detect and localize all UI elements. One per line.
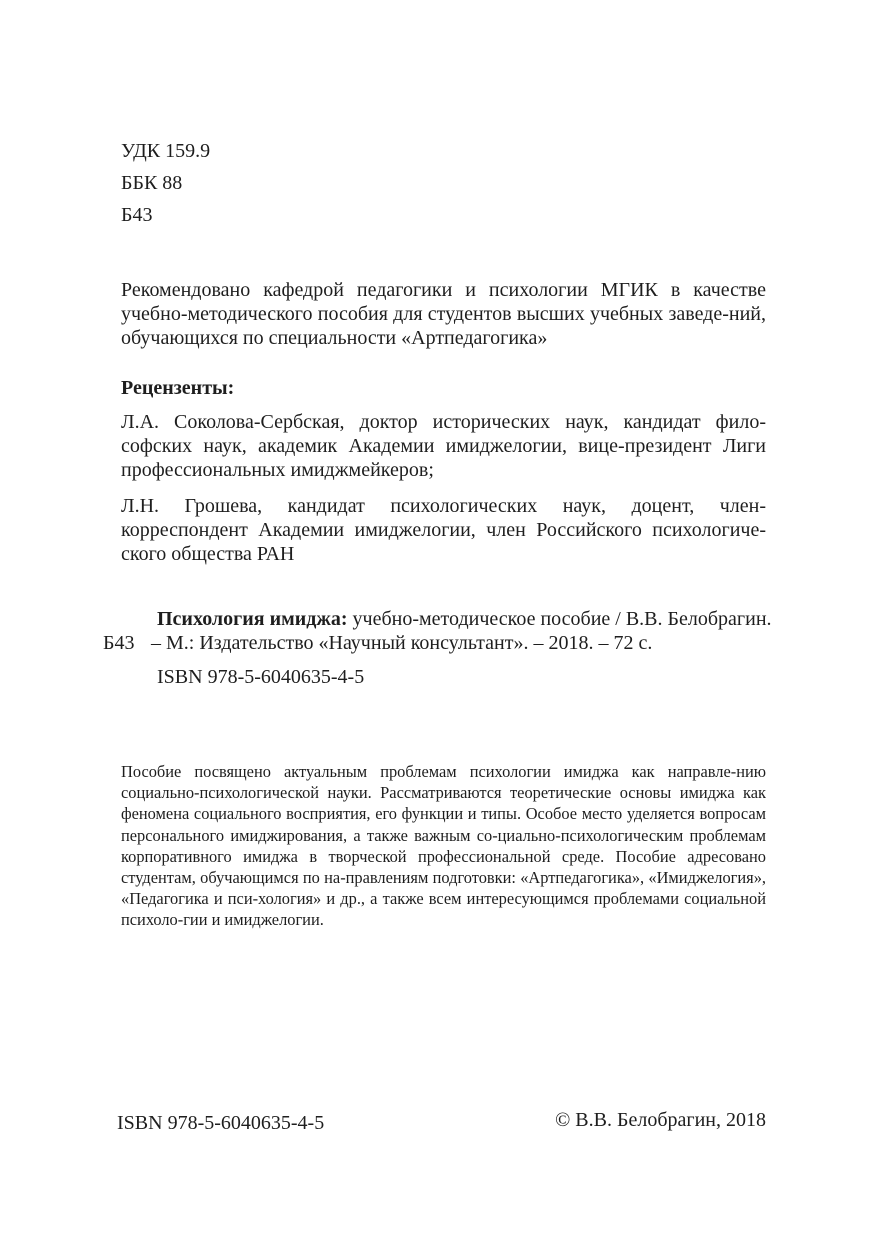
book-title: Психология имиджа: [157,608,348,630]
reviewer-2: Л.Н. Грошева, кандидат психологических наук, доцент, член-корреспондент Академии имиджелогии, член Российского психологиче-ского общества РАН [121,495,766,565]
bibliographic-sign: Б43 [103,632,135,654]
udk-code: УДК 159.9 [121,140,211,162]
bbk-code: ББК 88 [121,172,183,194]
bibliographic-title-line [157,607,772,631]
copyright: © В.В. Белобрагин, 2018 [555,1109,766,1131]
bibliographic-isbn: ISBN 978-5-6040635-4-5 [157,666,365,688]
footer-isbn: ISBN 978-5-6040635-4-5 [117,1112,325,1134]
reviewers-heading: Рецензенты: [121,377,235,399]
book-title-rest: учебно-методическое пособие / В.В. Белобрагин. [347,608,772,630]
recommendation-text: Рекомендовано кафедрой педагогики и психологии МГИК в качестве учебно-методического пособия для студентов высших учебных заведе-ний, обучающихся по специальности «Артпедагогика» [121,279,766,349]
annotation-text: Пособие посвящено актуальным проблемам психологии имиджа как направле-нию социально-психологической науки. Рассматриваются теоретические основы имиджа как феномена социального восприятия, его функции и типы. Особое место уделяется вопросам персонального имиджирования, а также важным со-циально-психологическим проблемам корпоративного имиджа в творческой профессиональной среде. Пособие адресовано студентам, обучающимся по на-правлениям подготовки: «Артпедагогика», «Имиджелогия», «Педагогика и пси-хология» и др., а также всем интересующимся проблемами социальной психоло-гии и имиджелогии. [121,762,766,930]
reviewer-1: Л.А. Соколова-Сербская, доктор исторических наук, кандидат фило-софских наук, академик Академии имиджелогии, вице-президент Лиги профессиональных имиджмейкеров; [121,411,766,481]
author-sign: Б43 [121,204,153,226]
bibliographic-publication: – М.: Издательство «Научный консультант». – 2018. – 72 с. [151,632,653,654]
